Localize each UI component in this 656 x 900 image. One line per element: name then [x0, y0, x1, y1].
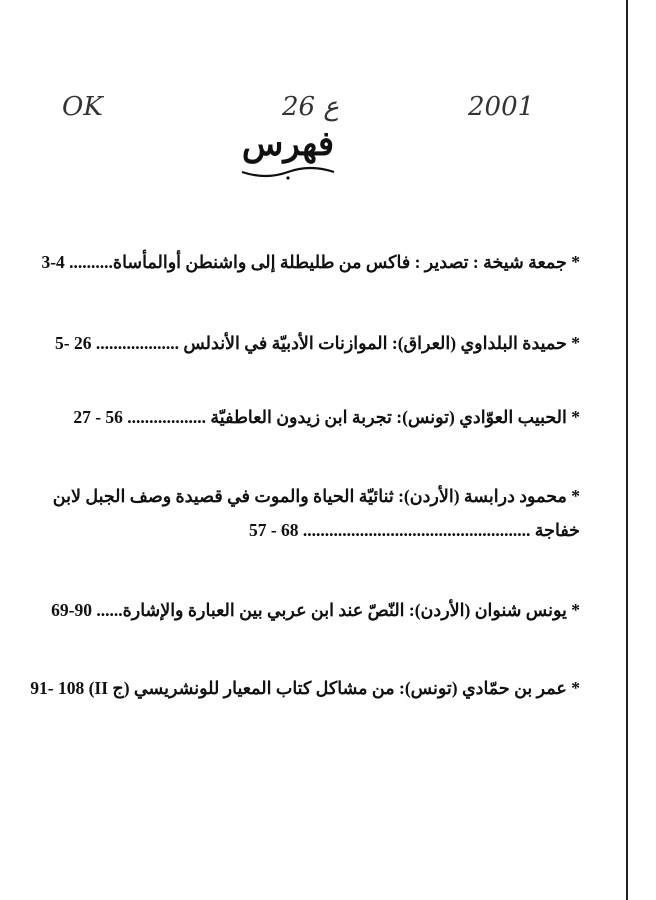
toc-entry — [10, 250, 580, 274]
toc-entry — [10, 405, 580, 429]
page-title: فهرس — [241, 124, 335, 164]
toc-entry — [10, 676, 580, 700]
title-block — [236, 122, 340, 182]
entry-text-line2: خفاجة — [534, 520, 580, 540]
toc-entry — [10, 598, 580, 622]
entry-dots: .................................................... — [302, 520, 535, 540]
handwritten-year: 2001 — [468, 92, 535, 122]
entry-pages: 5- 26 — [55, 333, 92, 353]
entry-pages: 57 - 68 — [248, 520, 299, 540]
entry-dots: ...... — [96, 600, 123, 620]
entry-text: حميدة البلداوي (العراق): الموازنات الأدبيّة في الأندلس — [183, 333, 567, 353]
handwritten-ok-mark: OK — [62, 92, 103, 122]
page-edge-line — [626, 0, 628, 900]
entry-pages: 3-4 — [41, 252, 65, 272]
entry-bullet: * — [571, 486, 580, 506]
entry-text: الحبيب العوّادي (تونس): تجربة ابن زيدون العاطفيّة — [210, 407, 567, 427]
entry-dots: ................... — [95, 333, 184, 353]
entry-text: محمود درابسة (الأردن): ثنائيّة الحياة والموت في قصيدة وصف الجبل لابن — [52, 486, 567, 506]
entry-bullet: * — [571, 252, 580, 272]
entry-text: عمر بن حمّادي (تونس): من مشاكل كتاب المعيار للونشريسي (ج II) — [88, 678, 567, 698]
entry-bullet: * — [571, 600, 580, 620]
entry-pages: 27 - 56 — [73, 407, 123, 427]
entry-text: يونس شنوان (الأردن): النّصّ عند ابن عربي بين العبارة والإشارة — [122, 600, 567, 620]
toc-entry — [10, 331, 580, 355]
entry-bullet: * — [571, 333, 580, 353]
entry-pages: 69-90 — [51, 600, 92, 620]
entry-dots: .................. — [127, 407, 211, 427]
toc-entry — [10, 484, 580, 508]
entry-pages: 91- 108 — [30, 678, 85, 698]
title-flourish — [236, 166, 340, 180]
entry-dots: .......... — [69, 252, 113, 272]
entry-text: جمعة شيخة : تصدير : فاكس من طليطلة إلى واشنطن أوالمأساة — [112, 252, 567, 272]
entry-bullet: * — [571, 407, 580, 427]
toc-entry-continuation — [10, 518, 580, 542]
entry-bullet: * — [571, 678, 580, 698]
handwritten-issue-number: 26 ع — [282, 92, 339, 122]
